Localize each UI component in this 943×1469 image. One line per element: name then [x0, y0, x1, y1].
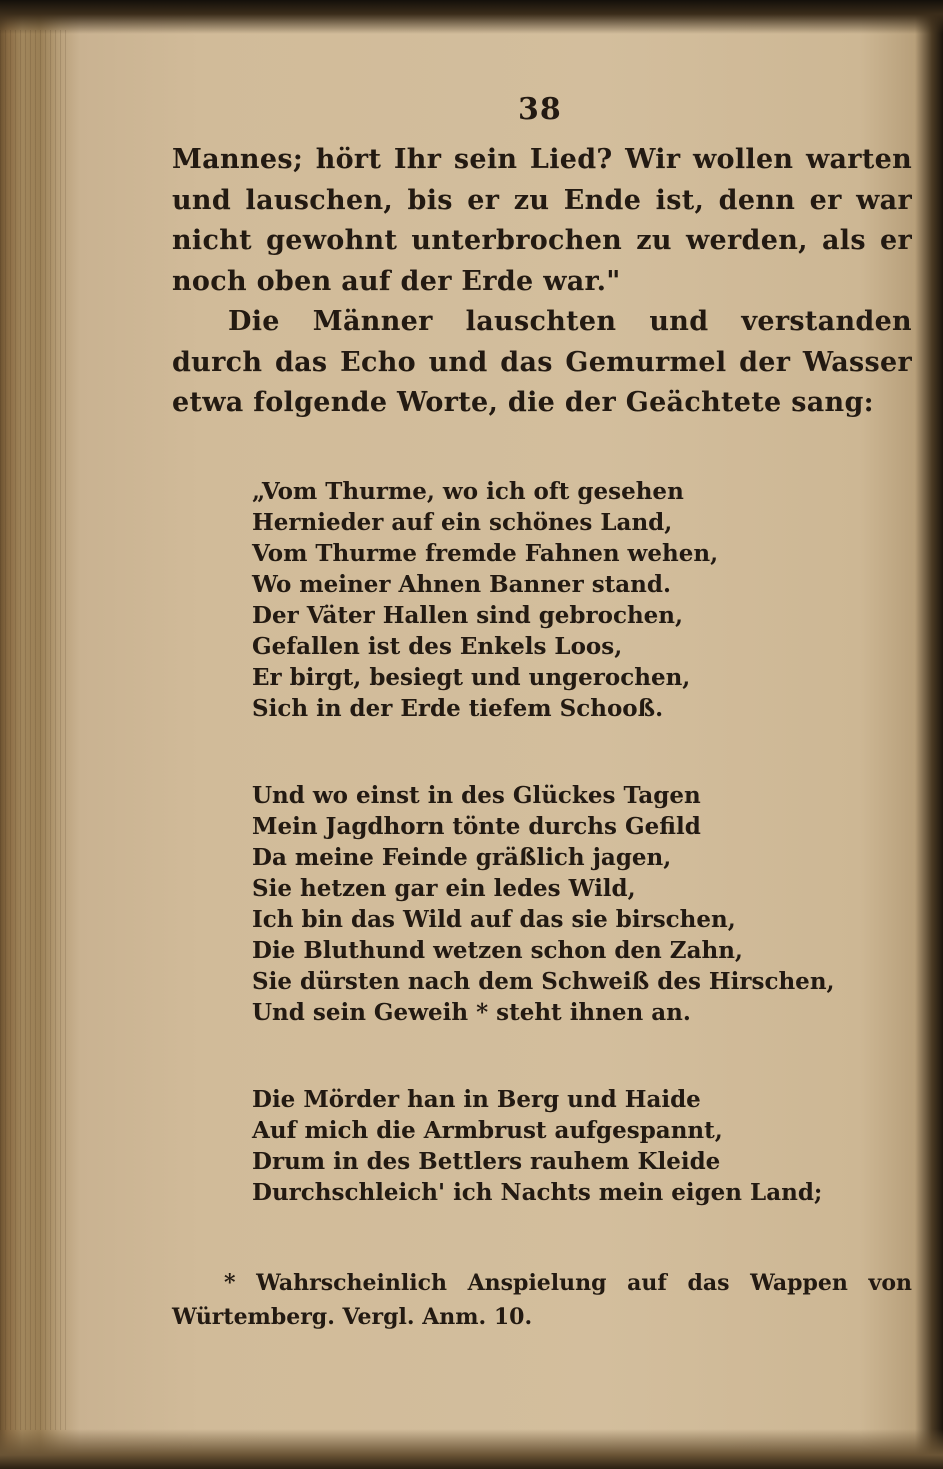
book-gutter [0, 30, 70, 1430]
poem-line: Hernieder auf ein schönes Land, [252, 509, 673, 536]
page-content [70, 30, 920, 1430]
poem-line: Der Väter Hallen sind gebrochen, [252, 602, 684, 629]
poem-line: Sie dürsten nach dem Schweiß des Hirschen, [252, 968, 835, 995]
poem-line: Sich in der Erde tiefem Schooß. [252, 695, 664, 722]
poem-line: Ich bin das Wild auf das sie birschen, [252, 906, 736, 933]
poem-line: Gefallen ist des Enkels Loos, [252, 633, 623, 660]
poem-line: Er birgt, besiegt und ungerochen, [252, 664, 691, 691]
poem-line: Drum in des Bettlers rauhem Kleide [252, 1148, 721, 1175]
poem-line: Auf mich die Armbrust aufgespannt, [252, 1117, 723, 1144]
prose-block [172, 140, 912, 424]
bottom-edge-shadow [0, 1429, 943, 1469]
poem-line: Und wo einst in des Glückes Tagen [252, 782, 701, 809]
poem-line: Da meine Feinde gräßlich jagen, [252, 844, 672, 871]
footnote-text: * Wahrscheinlich Anspielung auf das Wappen von Würtemberg. Vergl. Anm. 10. [172, 1270, 912, 1330]
prose-paragraph-2: Die Männer lauschten und verstanden durch das Echo und das Gemurmel der Wasser etwa folgende Worte, die der Geächtete sang: [172, 306, 912, 418]
page-number: 38 [518, 92, 562, 127]
poem-line: Sie hetzen gar ein ledes Wild, [252, 875, 636, 902]
poem-line: Vom Thurme fremde Fahnen wehen, [252, 540, 719, 567]
poem-line: Die Bluthund wetzen schon den Zahn, [252, 937, 743, 964]
footnote [172, 1266, 912, 1334]
poem-line: Wo meiner Ahnen Banner stand. [252, 571, 671, 598]
poem-line: Mein Jagdhorn tönte durchs Gefild [252, 813, 701, 840]
poem-line: „Vom Thurme, wo ich oft gesehen [252, 478, 684, 505]
prose-paragraph-1: Mannes; hört Ihr sein Lied? Wir wollen warten und lauschen, bis er zu Ende ist, denn er war nicht gewohnt unterbrochen zu werden, als er noch oben auf der Erde war." [172, 144, 912, 297]
poem-line: Und sein Geweih * steht ihnen an. [252, 999, 691, 1026]
poem-stanza-1 [252, 476, 902, 724]
poem-line: Durchschleich' ich Nachts mein eigen Land; [252, 1179, 823, 1206]
poem-stanza-3 [252, 1084, 902, 1208]
poem-line: Die Mörder han in Berg und Haide [252, 1086, 701, 1113]
poem-stanza-2 [252, 780, 902, 1028]
top-edge-shadow [0, 0, 943, 34]
